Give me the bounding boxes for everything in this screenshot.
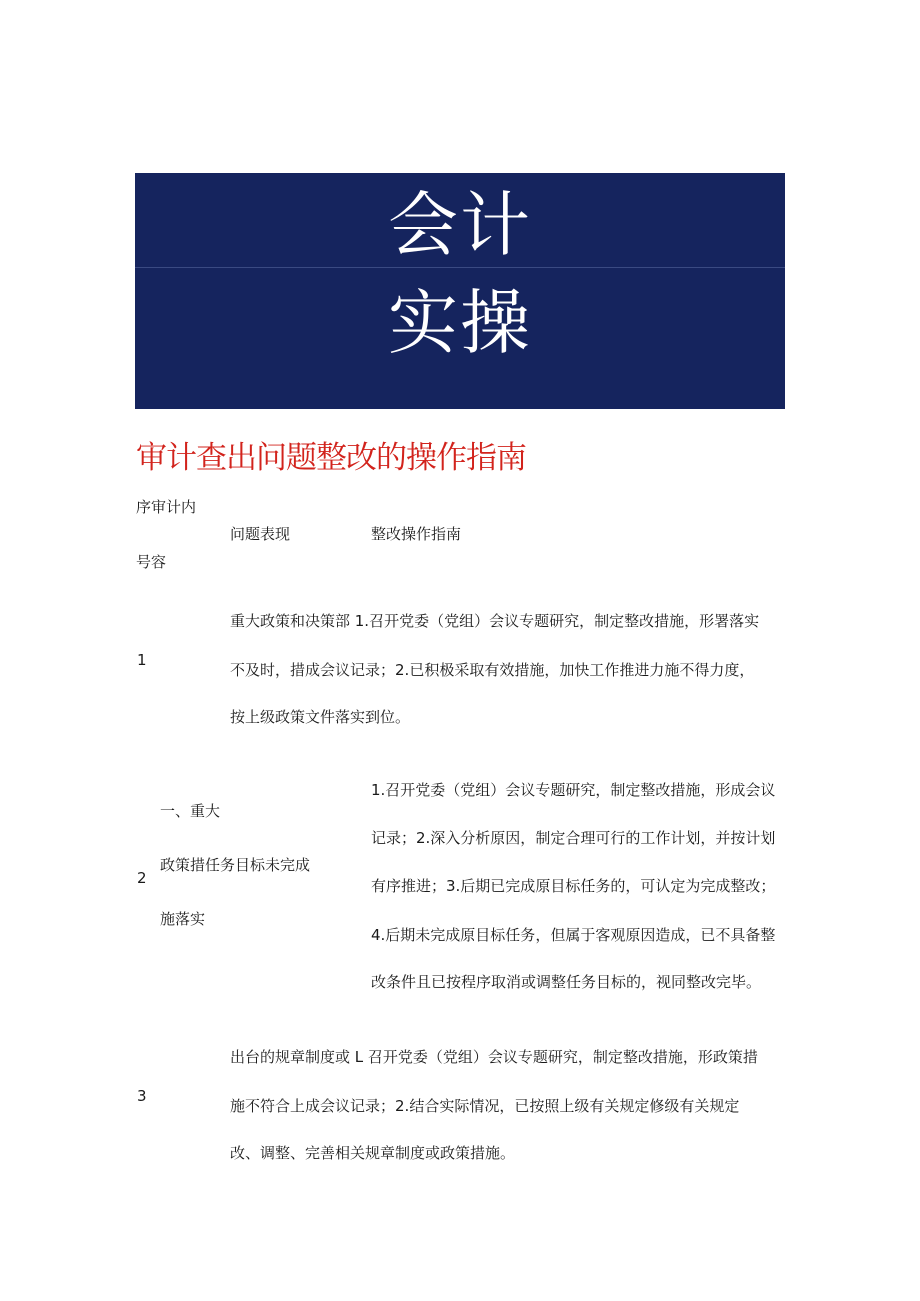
row-2-number: 2 [137, 869, 147, 887]
document-title: 审计查出问题整改的操作指南 [136, 440, 526, 476]
row-3-line-1: 出台的规章制度或 L 召开党委（党组）会议专题研究，制定整改措施，形政策措 [230, 1048, 758, 1066]
row-3-line-2: 施不符合上成会议记录；2.结合实际情况，已按照上级有关规定修级有关规定 [230, 1097, 740, 1115]
header-guide: 整改操作指南 [371, 525, 462, 543]
row-3-number: 3 [137, 1087, 147, 1105]
row-3-line-3: 改、调整、完善相关规章制度或政策措施。 [230, 1144, 516, 1162]
header-number-category-1: 序审计内 [136, 498, 197, 516]
row-2-category-2: 政策措任务目标未完成 [160, 856, 311, 874]
row-1-number: 1 [137, 651, 147, 669]
header-number-category-2: 号容 [136, 553, 167, 571]
row-2-category-1: 一、重大 [160, 802, 221, 820]
row-2-line-1: 1.召开党委（党组）会议专题研究，制定整改措施，形成会议 [371, 781, 776, 799]
row-2-line-2: 记录；2.深入分析原因，制定合理可行的工作计划，并按计划 [371, 829, 776, 847]
row-1-line-1: 重大政策和决策部 1.召开党委（党组）会议专题研究，制定整改措施，形署落实 [230, 612, 760, 630]
row-1-line-2: 不及时，措成会议记录；2.已积极采取有效措施，加快工作推进力施不得力度， [230, 661, 755, 679]
row-2-category-3: 施落实 [160, 910, 206, 928]
banner-title-line-2: 实操 [388, 282, 532, 364]
row-2-line-5: 改条件且已按程序取消或调整任务目标的，视同整改完毕。 [371, 973, 762, 991]
banner-title-line-1: 会计 [388, 184, 532, 266]
cover-banner [135, 173, 785, 409]
row-2-line-3: 有序推进；3.后期已完成原目标任务的，可认定为完成整改； [371, 877, 776, 895]
banner-divider [135, 267, 785, 268]
header-problem: 问题表现 [230, 525, 291, 543]
row-2-line-4: 4.后期未完成原目标任务，但属于客观原因造成，已不具备整 [371, 926, 776, 944]
row-1-line-3: 按上级政策文件落实到位。 [230, 708, 411, 726]
